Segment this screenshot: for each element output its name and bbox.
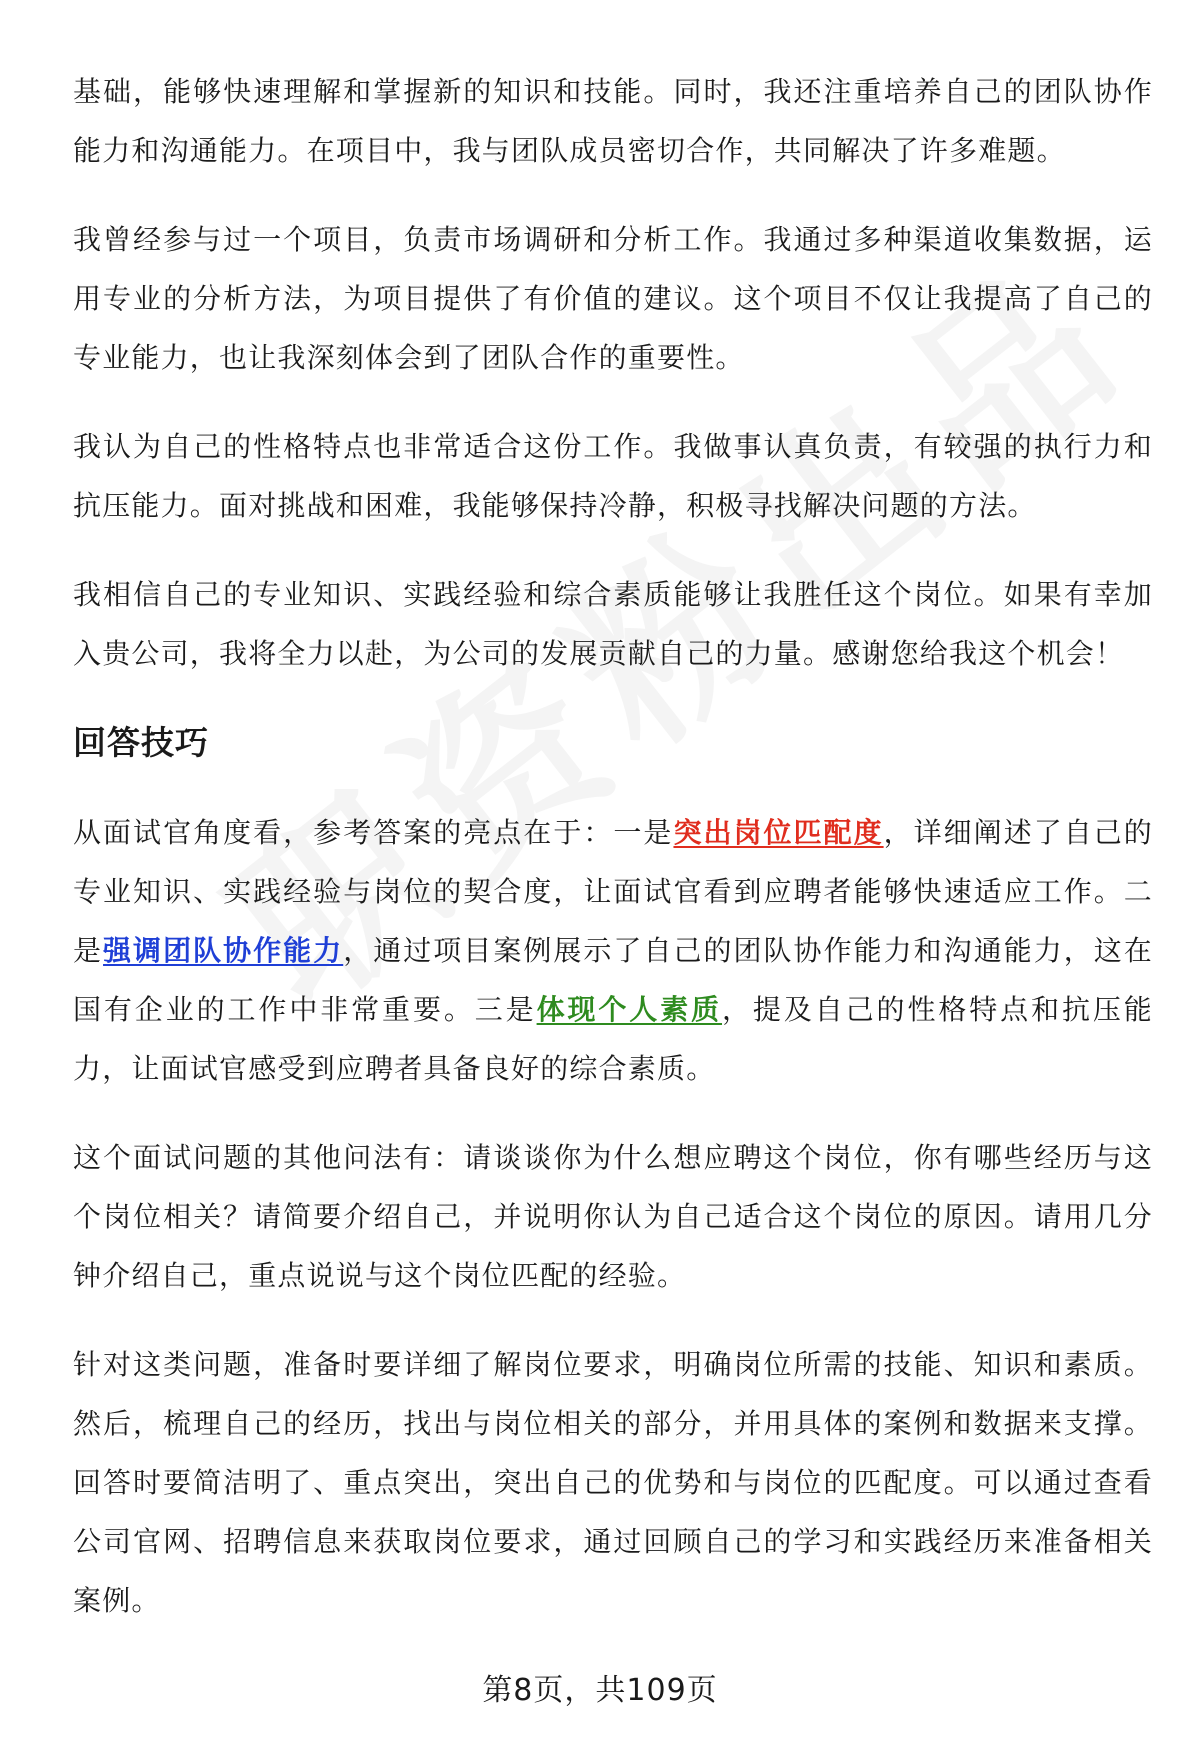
paragraph-3: 我认为自己的性格特点也非常适合这份工作。我做事认真负责，有较强的执行力和抗压能力。面对挑战和困难，我能够保持冷静，积极寻找解决问题的方法。 — [73, 430, 1153, 522]
other-questions-paragraph: 这个面试问题的其他问法有：请谈谈你为什么想应聘这个岗位，你有哪些经历与这个岗位相关？请简要介绍自己，并说明你认为自己适合这个岗位的原因。请用几分钟介绍自己，重点说说与这个岗位匹配的经验。 — [73, 1141, 1153, 1292]
highlight-job-match: 突出岗位匹配度 — [673, 816, 884, 849]
page-number-footer: 第8页，共109页 — [482, 1673, 718, 1708]
paragraph-1: 基础，能够快速理解和掌握新的知识和技能。同时，我还注重培养自己的团队协作能力和沟通能力。在项目中，我与团队成员密切合作，共同解决了许多难题。 — [73, 75, 1153, 167]
paragraph-2: 我曾经参与过一个项目，负责市场调研和分析工作。我通过多种渠道收集数据，运用专业的分析方法，为项目提供了有价值的建议。这个项目不仅让我提高了自己的专业能力，也让我深刻体会到了团队合作的重要性。 — [73, 223, 1153, 374]
preparation-paragraph: 针对这类问题，准备时要详细了解岗位要求，明确岗位所需的技能、知识和素质。然后，梳理自己的经历，找出与岗位相关的部分，并用具体的案例和数据来支撑。回答时要简洁明了、重点突出，突出自己的优势和与岗位的匹配度。可以通过查看公司官网、招聘信息来获取岗位要求，通过回顾自己的学习和实践经历来准备相关案例。 — [73, 1348, 1153, 1617]
section-heading: 回答技巧 — [73, 723, 209, 762]
document-page — [73, 62, 1153, 1660]
tips-paragraph — [73, 803, 1153, 1098]
highlight-teamwork: 强调团队协作能力 — [103, 934, 344, 967]
tips-text-3: ，通过项目案例展示了自己的团队协作能力和沟通能力，这在国有企业的工作中非常重要。三是 — [73, 934, 1154, 1026]
paragraph-4: 我相信自己的专业知识、实践经验和综合素质能够让我胜任这个岗位。如果有幸加入贵公司，我将全力以赴，为公司的发展贡献自己的力量。感谢您给我这个机会！ — [73, 578, 1153, 670]
tips-text-1: 从面试官角度看，参考答案的亮点在于：一是 — [73, 816, 674, 849]
tips-text-4: ，提及自己的性格特点和抗压能力，让面试官感受到应聘者具备良好的综合素质。 — [73, 993, 1153, 1085]
highlight-personal-quality: 体现个人素质 — [536, 993, 723, 1026]
tips-text-2: ，详细阐述了自己的专业知识、实践经验与岗位的契合度，让面试官看到应聘者能够快速适应工作。二是 — [73, 816, 1153, 967]
